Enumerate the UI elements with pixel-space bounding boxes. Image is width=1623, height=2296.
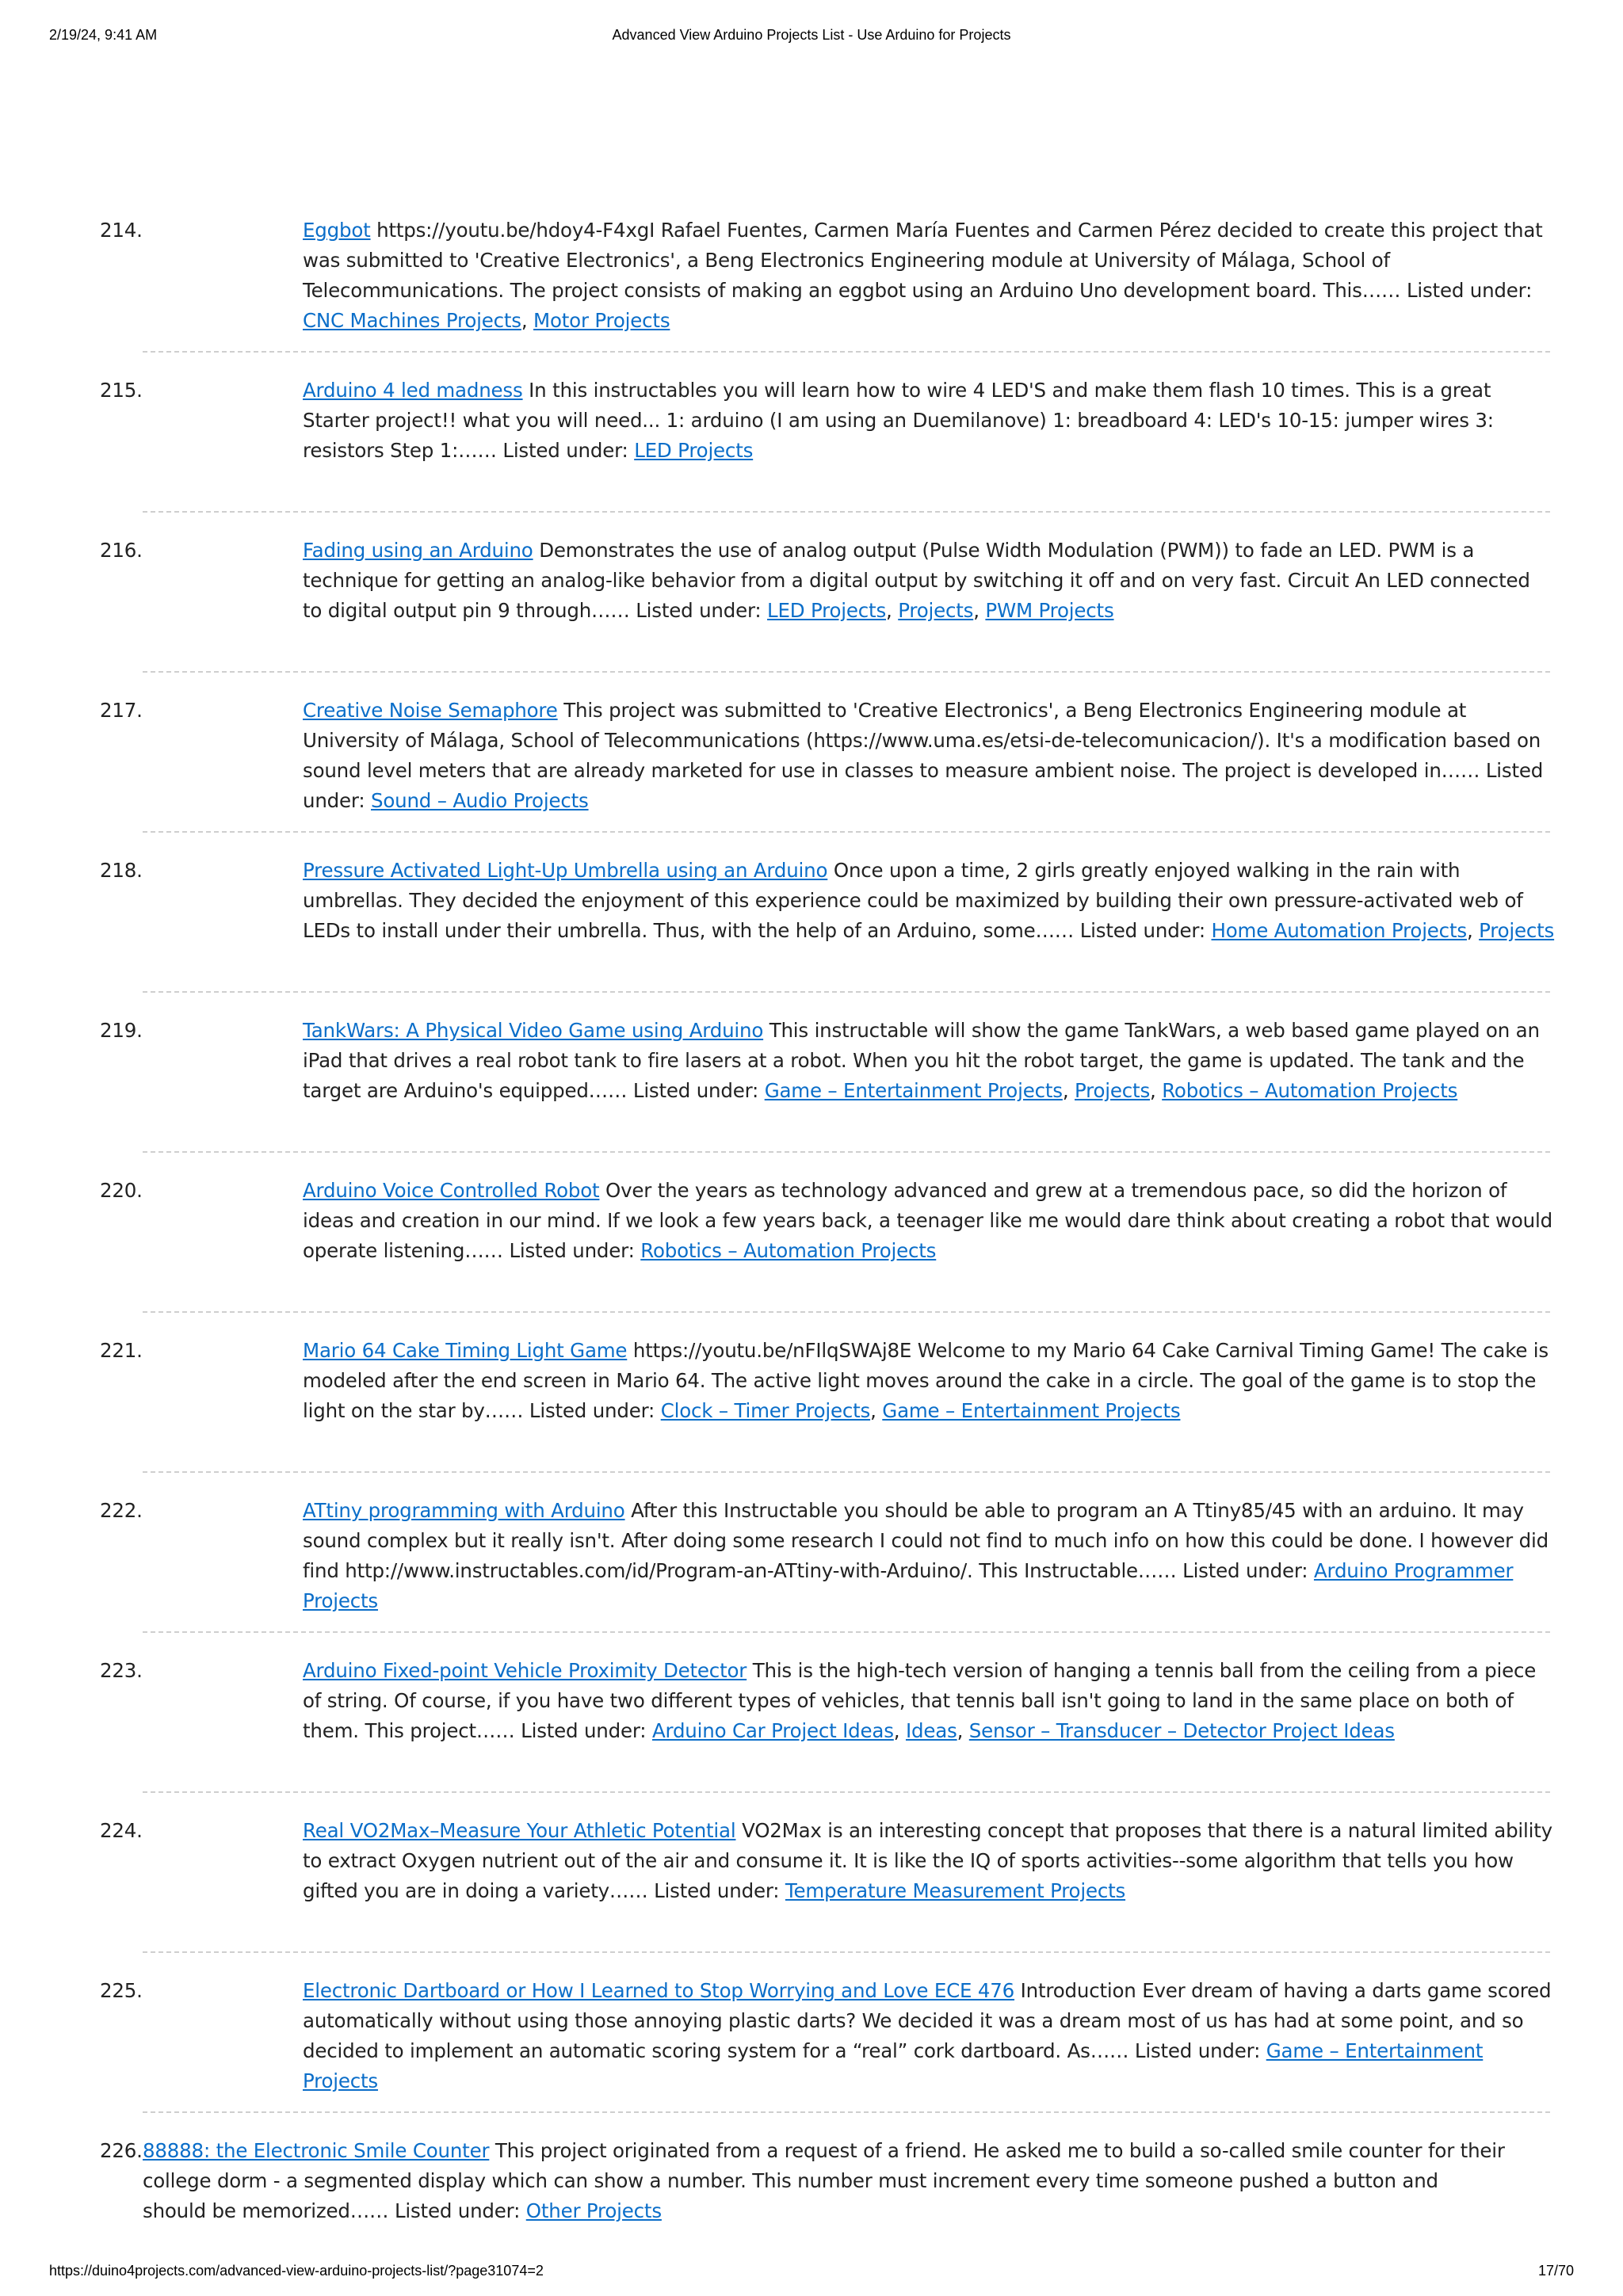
item-text (100, 2136, 1507, 2226)
list-item (100, 1336, 1550, 1471)
item-divider (143, 511, 1550, 513)
list-item (100, 856, 1555, 991)
project-description: https://youtu.be/hdoy4-F4xgI Rafael Fuentes, Carmen María Fuentes and Carmen Pérez decided to create this project that was submitted to 'Creative Electronics', a Beng Electronics Engineering module at University of Málaga, School of Telecommunications. The project consists of making an eggbot using an Arduino Uno development board. This…… (303, 219, 1543, 302)
category-link[interactable]: Temperature Measurement Projects (785, 1879, 1126, 1902)
category-link[interactable]: CNC Machines Projects (303, 309, 521, 332)
category-link[interactable]: Arduino Car Project Ideas (651, 1719, 894, 1742)
item-text (303, 1176, 1555, 1266)
project-title-link[interactable]: Eggbot (303, 219, 371, 242)
item-text: Eggbot https://youtu.be/hdoy4-F4xgI Rafael Fuentes, Carmen María Fuentes and Carmen Pérez decided to create this project that was submitted to 'Creative Electronics', a Beng Electronics Engineering module at University of Málaga, School of Telecommunications. The project consists of making an eggbot using an Arduino Uno development board. This…… Listed under: CNC Machines Projects, Motor Projects (303, 219, 1543, 332)
category-link[interactable]: Sound – Audio Projects (370, 789, 589, 812)
project-list (100, 215, 1555, 2226)
project-title-link[interactable]: TankWars: A Physical Video Game using Arduino (303, 1019, 764, 1042)
item-text (303, 376, 1555, 466)
item-number: 215. (100, 379, 143, 402)
project-title-link[interactable]: Pressure Activated Light-Up Umbrella using an Arduino (303, 859, 828, 882)
project-description: Introduction Ever dream of having a darts game scored automatically without using those annoying plastic darts? We decided it was a dream most of us has had at some point, and so decided to implement an automatic scoring system for a “real” cork dartboard. As…… (303, 1979, 1552, 2062)
category-link[interactable]: PWM Projects (985, 599, 1114, 622)
category-link[interactable]: Game – Entertainment Projects (303, 2039, 1484, 2092)
list-item (100, 1176, 1550, 1311)
category-link[interactable]: Other Projects (525, 2199, 662, 2222)
item-number: 218. (100, 859, 143, 882)
list-item (100, 215, 1550, 351)
category-link[interactable]: Sensor – Transducer – Detector Project Ideas (968, 1719, 1395, 1742)
item-text (303, 696, 1555, 816)
item-text (303, 1816, 1555, 1906)
print-footer (49, 2263, 1574, 2282)
listed-under-label: Listed under: (509, 1239, 635, 1262)
item-text (303, 1976, 1555, 2096)
listed-under-label: Listed under: (1134, 2039, 1261, 2062)
project-title-link[interactable]: Arduino Fixed-point Vehicle Proximity Detector (303, 1659, 747, 1682)
list-item (100, 1496, 1550, 1631)
category-link[interactable]: Motor Projects (533, 309, 670, 332)
list-item (100, 1976, 1550, 2111)
listed-under-label: Listed under: (636, 599, 762, 622)
print-datetime: 2/19/24, 9:41 AM (49, 27, 158, 43)
list-item (100, 1656, 1550, 1791)
item-text: Mario 64 Cake Timing Light Game https://youtu.be/nFIlqSWAj8E Welcome to my Mario 64 Cake Carnival Timing Game! The cake is modeled after the end screen in Mario 64. The active light moves around the cake in a circle. The goal of the game is to stop the light on the star by…… Listed under: Clock – Timer Projects, Game – Entertainment Projects (303, 1339, 1549, 1422)
item-divider (143, 1311, 1550, 1313)
item-number: 222. (100, 1499, 143, 1522)
item-divider (143, 1151, 1550, 1153)
item-text (303, 1496, 1555, 1616)
item-number: 216. (100, 539, 143, 562)
item-divider (143, 2111, 1550, 2113)
item-text: Arduino Fixed-point Vehicle Proximity Detector This is the high-tech version of hanging a tennis ball from the ceiling from a piece of string. Of course, if you have two different types of vehicles, that tennis ball isn't going to land in the same place on both of them. This project…… Listed under: Arduino Car Project Ideas, Ideas, Sensor – Transducer – Detector Project Ideas (303, 1659, 1537, 1742)
list-item (100, 2136, 1550, 2226)
list-item (100, 536, 1550, 671)
project-title-link[interactable]: 88888: the Electronic Smile Counter (143, 2139, 490, 2162)
item-divider (143, 831, 1550, 833)
item-number: 224. (100, 1819, 143, 1842)
item-divider (143, 1631, 1550, 1633)
item-divider (143, 671, 1550, 673)
item-number: 214. (100, 219, 143, 242)
item-text: TankWars: A Physical Video Game using Arduino This instructable will show the game TankWars, a web based game played on an iPad that drives a real robot tank to fire lasers at a robot. When you hit the robot target, the game is updated. The tank and the target are Arduino's equipped…… Listed under: Game – Entertainment Projects, Projects, Robotics – Automation Projects (303, 1019, 1540, 1102)
item-number: 219. (100, 1019, 143, 1042)
project-title-link[interactable]: Creative Noise Semaphore (303, 699, 558, 722)
category-link[interactable]: Robotics – Automation Projects (1162, 1079, 1458, 1102)
item-number: 225. (100, 1979, 143, 2002)
item-number: 221. (100, 1339, 143, 1362)
listed-under-label: Listed under: (303, 759, 1544, 812)
list-item (100, 696, 1550, 831)
category-link[interactable]: Projects (1479, 919, 1555, 942)
project-description: Demonstrates the use of analog output (Pulse Width Modulation (PWM)) to fade an LED. PWM is a technique for getting an analog-like behavior from a digital output by switching it off and on very fast. Circuit An LED connected to digital output pin 9 through…… (303, 539, 1530, 622)
category-link[interactable]: Game – Entertainment Projects (882, 1399, 1181, 1422)
item-divider (143, 991, 1550, 993)
item-divider (143, 1951, 1550, 1953)
item-divider (143, 1791, 1550, 1793)
listed-under-label: Listed under: (521, 1719, 647, 1742)
project-description: Over the years as technology advanced and grew at a tremendous pace, so did the horizon of ideas and creation in our mind. If we look a few years back, a teenager like me would dare think about creating a robot that would operate listening…… (303, 1179, 1552, 1262)
listed-under-label: Listed under: (654, 1879, 780, 1902)
category-link[interactable]: Projects (1075, 1079, 1151, 1102)
print-header (49, 27, 1574, 46)
project-title-link[interactable]: Fading using an Arduino (303, 539, 533, 562)
item-number: 220. (100, 1179, 143, 1202)
item-divider (143, 1471, 1550, 1473)
project-description: This instructable will show the game TankWars, a web based game played on an iPad that drives a real robot tank to fire lasers at a robot. When you hit the robot target, the game is updated. The tank and the target are Arduino's equipped…… (303, 1019, 1540, 1102)
listed-under-label: Listed under: (394, 2199, 521, 2222)
print-page-title: Advanced View Arduino Projects List - Use Arduino for Projects (612, 27, 1011, 43)
listed-under-label: Listed under: (632, 1079, 759, 1102)
listed-under-label: Listed under: (1182, 1559, 1308, 1582)
listed-under-label: Listed under: (502, 439, 628, 462)
list-item (100, 1816, 1550, 1951)
list-item (100, 376, 1550, 511)
project-title-link[interactable]: Mario 64 Cake Timing Light Game (303, 1339, 628, 1362)
project-description: This is the high-tech version of hanging a tennis ball from the ceiling from a piece of string. Of course, if you have two different types of vehicles, that tennis ball isn't going to land in the same place on both of them. This project…… (303, 1659, 1537, 1742)
category-link[interactable]: Projects (898, 599, 974, 622)
category-link[interactable]: Game – Entertainment Projects (764, 1079, 1063, 1102)
item-number: 223. (100, 1659, 143, 1682)
project-description: This project originated from a request of a friend. He asked me to build a so-called smile counter for their college dorm - a segmented display which can show a number. This number must increment every time someone pushed a button and should be memorized…… (143, 2139, 1505, 2222)
project-title-link[interactable]: Arduino Voice Controlled Robot (303, 1179, 600, 1202)
category-link[interactable]: Home Automation Projects (1211, 919, 1467, 942)
item-text: Pressure Activated Light-Up Umbrella using an Arduino Once upon a time, 2 girls greatly enjoyed walking in the rain with umbrellas. They decided the enjoyment of this experience could be maximized by building their own pressure-activated web of LEDs to install under their umbrella. Thus, with the help of an Arduino, some…… Listed under: Home Automation Projects, Projects (303, 859, 1555, 942)
item-divider (143, 351, 1550, 353)
listed-under-label: Listed under: (529, 1399, 655, 1422)
project-description: https://youtu.be/nFIlqSWAj8E Welcome to my Mario 64 Cake Carnival Timing Game! The cake is modeled after the end screen in Mario 64. The active light moves around the cake in a circle. The goal of the game is to stop the light on the star by…… (303, 1339, 1549, 1422)
list-item (100, 1016, 1550, 1151)
project-description: VO2Max is an interesting concept that proposes that there is a natural limited ability to extract Oxygen nutrient out of the air and consume it. It is like the IQ of sports activities--some algorithm that tells you how gifted you are in doing a variety…… (303, 1819, 1552, 1902)
category-link[interactable]: Robotics – Automation Projects (640, 1239, 937, 1262)
item-number: 217. (100, 699, 143, 722)
item-number: 226. (100, 2139, 143, 2162)
project-description: Once upon a time, 2 girls greatly enjoyed walking in the rain with umbrellas. They decided the enjoyment of this experience could be maximized by building their own pressure-activated web of LEDs to install under their umbrella. Thus, with the help of an Arduino, some…… (303, 859, 1523, 942)
category-link[interactable]: Ideas (905, 1719, 957, 1742)
project-title-link[interactable]: ATtiny programming with Arduino (303, 1499, 625, 1522)
item-text: Fading using an Arduino Demonstrates the use of analog output (Pulse Width Modulation (PWM)) to fade an LED. PWM is a technique for getting an analog-like behavior from a digital output by switching it off and on very fast. Circuit An LED connected to digital output pin 9 through…… Listed under: LED Projects, Projects, PWM Projects (303, 539, 1530, 622)
category-link[interactable]: Clock – Timer Projects (660, 1399, 871, 1422)
project-title-link[interactable]: Arduino 4 led madness (303, 379, 523, 402)
listed-under-label: Listed under: (1079, 919, 1205, 942)
project-title-link[interactable]: Real VO2Max–Measure Your Athletic Potential (303, 1819, 736, 1842)
category-link[interactable]: LED Projects (634, 439, 754, 462)
print-page-number: 17/70 (1537, 2263, 1574, 2279)
project-description: After this Instructable you should be able to program an A Ttiny85/45 with an arduino. It may sound complex but it really isn't. After doing some research I could not find to much info on how this could be done. I however did find http://www.instructables.com/id/Program-an-ATtiny-with-Arduino/. This Instructable…… (303, 1499, 1549, 1582)
project-description: This project was submitted to 'Creative Electronics', a Beng Electronics Engineering module at University of Málaga, School of Telecommunications (https://www.uma.es/etsi-de-telecomunicacion/). It's a modification based on sound level meters that are already marketed for use in classes to measure ambient noise. The project is developed in…… (303, 699, 1541, 782)
category-link[interactable]: LED Projects (767, 599, 887, 622)
print-url: https://duino4projects.com/advanced-view-arduino-projects-list/?page31074=2 (49, 2263, 544, 2279)
project-description: In this instructables you will learn how to wire 4 LED'S and make them flash 10 times. This is a great Starter project!! what you will need... 1: arduino (I am using an Duemilanove) 1: breadboard 4: LED's 10-15: jumper wires 3: resistors Step 1:…… (303, 379, 1494, 462)
project-title-link[interactable]: Electronic Dartboard or How I Learned to Stop Worrying and Love ECE 476 (303, 1979, 1015, 2002)
category-link[interactable]: Arduino Programmer Projects (303, 1559, 1514, 1612)
listed-under-label: Listed under: (1406, 279, 1533, 302)
